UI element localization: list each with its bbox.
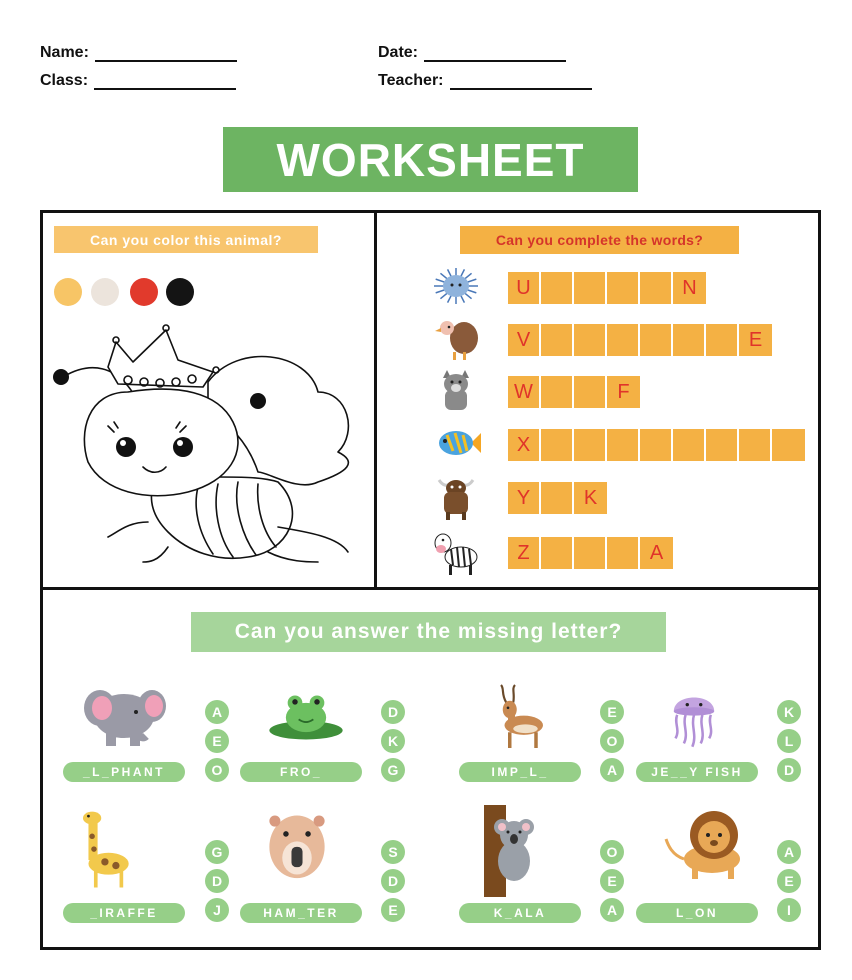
word-cells-row (508, 376, 640, 408)
elephant-icon (72, 680, 172, 752)
letter-option[interactable]: O (600, 840, 624, 864)
letter-cell[interactable]: W (508, 376, 541, 408)
worksheet-title: WORKSHEET (223, 127, 638, 192)
letter-option[interactable]: K (381, 729, 405, 753)
hamster-icon (262, 805, 332, 885)
class-field (40, 72, 236, 90)
letter-option[interactable]: L (777, 729, 801, 753)
missing-word-label: FRO_ (240, 762, 362, 782)
letter-cell[interactable] (541, 272, 574, 304)
frog-icon (262, 680, 350, 744)
letter-cell[interactable]: Y (508, 482, 541, 514)
teacher-blank-line[interactable] (450, 72, 592, 90)
name-blank-line[interactable] (95, 44, 237, 62)
word-cells-row (508, 324, 772, 356)
letter-option[interactable]: I (777, 898, 801, 922)
letter-option[interactable]: G (205, 840, 229, 864)
name-label: Name: (40, 44, 89, 61)
word-cells-row (508, 272, 706, 304)
letter-cell[interactable] (541, 324, 574, 356)
class-blank-line[interactable] (94, 72, 236, 90)
missing-word-label: L_ON (636, 903, 758, 923)
letter-option[interactable]: O (205, 758, 229, 782)
zebra-icon (430, 529, 482, 575)
missing-word-label: _L_PHANT (63, 762, 185, 782)
missing-word-label: IMP_L_ (459, 762, 581, 782)
word-cells-row (508, 429, 805, 461)
missing-word-label: JE__Y FISH (636, 762, 758, 782)
letter-option[interactable]: D (205, 869, 229, 893)
letter-option[interactable]: E (381, 898, 405, 922)
letter-cell[interactable]: V (508, 324, 541, 356)
date-label: Date: (378, 44, 419, 61)
class-label: Class: (40, 72, 89, 89)
words-prompt: Can you complete the words? (460, 226, 739, 254)
lion-icon (662, 805, 746, 879)
letter-cell[interactable]: U (508, 272, 541, 304)
giraffe-icon (72, 805, 136, 895)
letter-cell[interactable] (574, 324, 607, 356)
letter-cell[interactable] (607, 537, 640, 569)
missing-word-label: _IRAFFE (63, 903, 185, 923)
letter-option[interactable]: J (205, 898, 229, 922)
letter-cell[interactable] (706, 429, 739, 461)
letter-option[interactable]: A (777, 840, 801, 864)
letter-cell[interactable] (541, 376, 574, 408)
letter-option[interactable]: D (777, 758, 801, 782)
letter-cell[interactable] (607, 324, 640, 356)
letter-option[interactable]: A (205, 700, 229, 724)
letter-cell[interactable]: K (574, 482, 607, 514)
teacher-label: Teacher: (378, 72, 444, 89)
name-field (40, 44, 237, 62)
letter-cell[interactable] (673, 429, 706, 461)
yak-icon (430, 474, 482, 520)
date-blank-line[interactable] (424, 44, 566, 62)
letter-cell[interactable]: E (739, 324, 772, 356)
missing-letter-prompt: Can you answer the missing letter? (191, 612, 666, 652)
letter-cell[interactable]: N (673, 272, 706, 304)
letter-option[interactable]: A (600, 898, 624, 922)
letter-cell[interactable] (640, 429, 673, 461)
letter-option[interactable]: E (777, 869, 801, 893)
bee-with-crown-icon[interactable] (48, 322, 368, 567)
jellyfish-icon (662, 680, 726, 758)
letter-option[interactable]: D (381, 869, 405, 893)
letter-cell[interactable] (640, 272, 673, 304)
letter-option[interactable]: D (381, 700, 405, 724)
vulture-icon (430, 316, 482, 362)
letter-cell[interactable] (607, 272, 640, 304)
letter-cell[interactable] (772, 429, 805, 461)
letter-cell[interactable] (541, 537, 574, 569)
letter-cell[interactable]: X (508, 429, 541, 461)
letter-option[interactable]: O (600, 729, 624, 753)
letter-cell[interactable]: Z (508, 537, 541, 569)
urchin-icon (430, 264, 482, 310)
teacher-field (378, 72, 592, 90)
letter-option[interactable]: S (381, 840, 405, 864)
letter-cell[interactable] (640, 324, 673, 356)
letter-cell[interactable] (541, 482, 574, 514)
letter-option[interactable]: E (600, 869, 624, 893)
wolf-icon (430, 368, 482, 414)
impala-icon (480, 680, 550, 760)
letter-option[interactable]: K (777, 700, 801, 724)
letter-option[interactable]: G (381, 758, 405, 782)
koala-icon (480, 805, 534, 897)
letter-option[interactable]: E (600, 700, 624, 724)
letter-cell[interactable] (673, 324, 706, 356)
color-prompt: Can you color this animal? (54, 226, 318, 253)
letter-option[interactable]: E (205, 729, 229, 753)
letter-cell[interactable] (607, 429, 640, 461)
word-cells-row (508, 482, 607, 514)
letter-cell[interactable] (574, 272, 607, 304)
letter-cell[interactable] (574, 429, 607, 461)
missing-word-label: K_ALA (459, 903, 581, 923)
letter-cell[interactable]: A (640, 537, 673, 569)
swatch-cream[interactable] (91, 278, 119, 306)
swatch-yellow[interactable] (54, 278, 82, 306)
date-field (378, 44, 566, 62)
word-cells-row (508, 537, 673, 569)
letter-cell[interactable] (706, 324, 739, 356)
swatch-black[interactable] (166, 278, 194, 306)
letter-cell[interactable] (574, 376, 607, 408)
letter-cell[interactable] (574, 537, 607, 569)
letter-cell[interactable]: F (607, 376, 640, 408)
swatch-red[interactable] (130, 278, 158, 306)
letter-option[interactable]: A (600, 758, 624, 782)
letter-cell[interactable] (541, 429, 574, 461)
fish-icon (430, 421, 482, 467)
letter-cell[interactable] (739, 429, 772, 461)
missing-word-label: HAM_TER (240, 903, 362, 923)
